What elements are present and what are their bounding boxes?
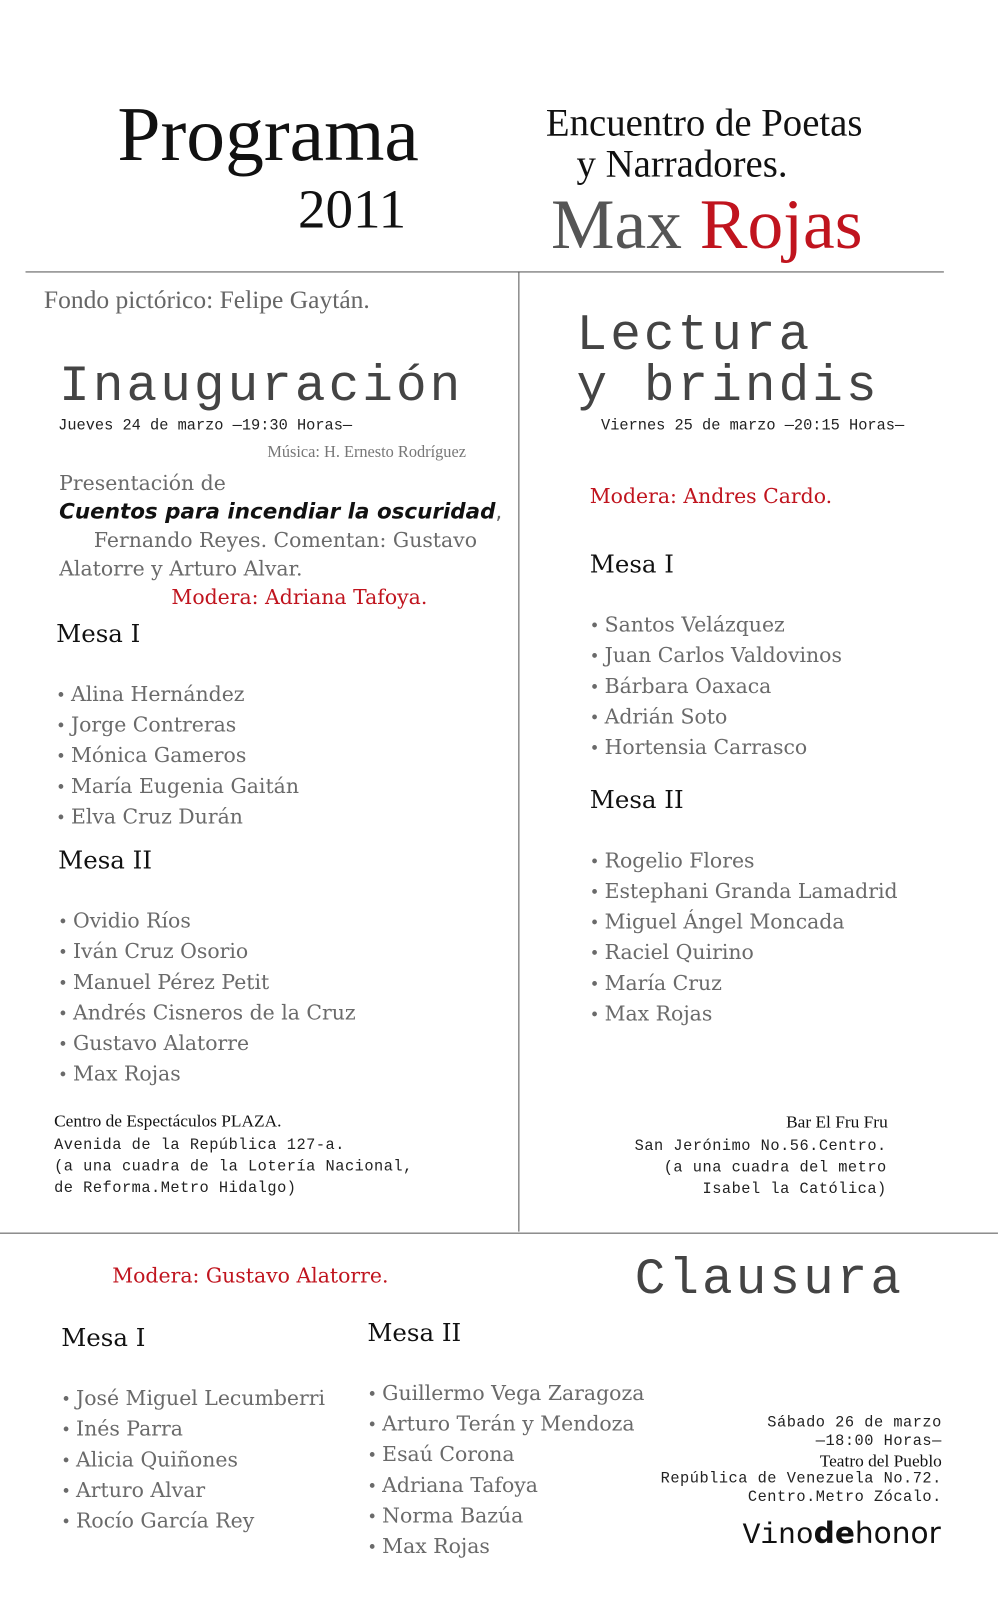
presentacion-line4: Alatorre y Arturo Alvar.: [59, 556, 303, 581]
participant-item: • Miguel Ángel Moncada: [590, 907, 898, 938]
programa-title: Programa: [117, 91, 419, 178]
participant-item: • Raciel Quirino: [590, 938, 898, 969]
inauguracion-mesa2-title: Mesa II: [58, 845, 153, 875]
lectura-venue: Bar El Fru Fru: [786, 1112, 888, 1132]
participant-item: • Manuel Pérez Petit: [58, 967, 355, 998]
lectura-mesa2-title: Mesa II: [589, 785, 684, 815]
comma: ,: [495, 498, 503, 524]
participant-item: • Guillermo Vega Zaragoza: [367, 1379, 644, 1410]
participant-item: • Adrián Soto: [590, 702, 842, 733]
musica-credit: Música: H. Ernesto Rodríguez: [267, 443, 466, 462]
participant-item: • Max Rojas: [367, 1532, 644, 1563]
participant-item: • Arturo Alvar: [61, 1475, 325, 1506]
participant-item: • Iván Cruz Osorio: [58, 937, 355, 968]
participant-item: • Santos Velázquez: [590, 610, 842, 641]
participant-item: • Alicia Quiñones: [61, 1445, 325, 1476]
participant-item: • Inés Parra: [61, 1414, 325, 1445]
participant-item: • Gustavo Alatorre: [58, 1029, 355, 1060]
inauguracion-date: Jueves 24 de marzo —19:30 Horas—: [58, 417, 353, 435]
year: 2011: [297, 178, 407, 240]
lectura-moderator: Modera: Andres Cardo.: [589, 483, 833, 509]
lectura-title-line2: y brindis: [576, 358, 880, 417]
participant-item: • Mónica Gameros: [56, 741, 299, 772]
lectura-mesa1-title: Mesa I: [589, 549, 674, 579]
participant-item: • Rocío García Rey: [61, 1506, 325, 1537]
participant-item: • Norma Bazúa: [367, 1501, 644, 1532]
address-line: Centro.Metro Zócalo.: [747, 1488, 942, 1507]
clausura-time: —18:00 Horas—: [815, 1432, 942, 1450]
lectura-title-line1: Lectura: [576, 307, 813, 366]
participant-item: • María Eugenia Gaitán: [56, 771, 299, 802]
address-line: San Jerónimo No.56.Centro.: [634, 1137, 887, 1156]
honor-word: honor: [854, 1515, 941, 1550]
inauguracion-address: [54, 1135, 413, 1199]
participant-item: • Adriana Tafoya: [367, 1470, 644, 1501]
clausura-venue: Teatro del Pueblo: [819, 1451, 942, 1471]
presentacion-line3: Fernando Reyes. Comentan: Gustavo: [93, 527, 478, 553]
inauguracion-moderator: Modera: Adriana Tafoya.: [171, 584, 428, 610]
encuentro-line2: y Narradores.: [576, 142, 788, 186]
clausura-title: Clausura: [634, 1251, 905, 1310]
max-rojas-title: [551, 185, 863, 265]
participant-item: • Elva Cruz Durán: [56, 802, 299, 833]
inauguracion-title: Inauguración: [59, 358, 464, 417]
address-line: Avenida de la República 127-a.: [54, 1136, 345, 1155]
clausura-moderator: Modera: Gustavo Alatorre.: [112, 1263, 389, 1288]
clausura-mesa1-list: [61, 1384, 325, 1537]
address-line: (a una cuadra de la Lotería Nacional,: [54, 1158, 413, 1176]
inauguracion-mesa2-list: [58, 906, 355, 1090]
footer-divider: [0, 1233, 998, 1234]
inauguracion-mesa1-list: [56, 680, 299, 833]
de-word: de: [813, 1515, 855, 1550]
book-name: Cuentos para incendiar la oscuridad: [59, 498, 496, 524]
presentacion-label: Presentación de: [59, 470, 226, 495]
address-line: Isabel la Católica): [702, 1180, 887, 1198]
address-line: de Reforma.Metro Hidalgo): [54, 1179, 297, 1197]
lectura-mesa1-list: [590, 610, 842, 763]
participant-item: • Bárbara Oaxaca: [590, 671, 842, 702]
header-divider: [26, 271, 944, 272]
participant-item: • Hortensia Carrasco: [590, 733, 842, 764]
participant-item: • Esaú Corona: [367, 1440, 644, 1471]
book-title: [59, 499, 502, 525]
lectura-mesa2-list: [590, 846, 898, 1030]
participant-item: • Jorge Contreras: [56, 710, 299, 741]
participant-item: • Andrés Cisneros de la Cruz: [58, 998, 355, 1029]
vino-word: Vino: [742, 1518, 814, 1553]
inauguracion-mesa1-title: Mesa I: [56, 619, 141, 648]
clausura-mesa2-title: Mesa II: [367, 1318, 462, 1347]
participant-item: • Rogelio Flores: [590, 846, 898, 877]
fondo-credit: Fondo pictórico: Felipe Gaytán.: [43, 286, 370, 315]
participant-item: • Arturo Terán y Mendoza: [367, 1409, 644, 1440]
address-line: República de Venezuela No.72.: [660, 1470, 942, 1488]
clausura-mesa1-title: Mesa I: [61, 1323, 146, 1353]
clausura-details: [661, 1414, 942, 1507]
encuentro-line1: Encuentro de Poetas: [545, 102, 863, 145]
participant-item: • Alina Hernández: [56, 680, 299, 711]
lectura-date: Viernes 25 de marzo —20:15 Horas—: [601, 417, 905, 435]
participant-item: • Max Rojas: [58, 1059, 355, 1090]
clausura-mesa2-list: [367, 1379, 644, 1563]
participant-item: • José Miguel Lecumberri: [61, 1384, 325, 1415]
vino-de-honor: [743, 1516, 941, 1552]
participant-item: • Ovidio Ríos: [58, 906, 355, 937]
address-line: (a una cuadra del metro: [663, 1159, 887, 1177]
lectura-address: [635, 1136, 887, 1200]
participant-item: • Estephani Granda Lamadrid: [590, 877, 898, 908]
max-word: Max: [551, 185, 682, 265]
clausura-date: Sábado 26 de marzo: [767, 1414, 942, 1432]
rojas-word: Rojas: [699, 185, 863, 265]
inauguracion-venue: Centro de Espectáculos PLAZA.: [54, 1111, 282, 1131]
participant-item: • Max Rojas: [590, 999, 898, 1030]
participant-item: • María Cruz: [590, 968, 898, 999]
participant-item: • Juan Carlos Valdovinos: [590, 641, 842, 672]
column-divider: [518, 271, 519, 1231]
